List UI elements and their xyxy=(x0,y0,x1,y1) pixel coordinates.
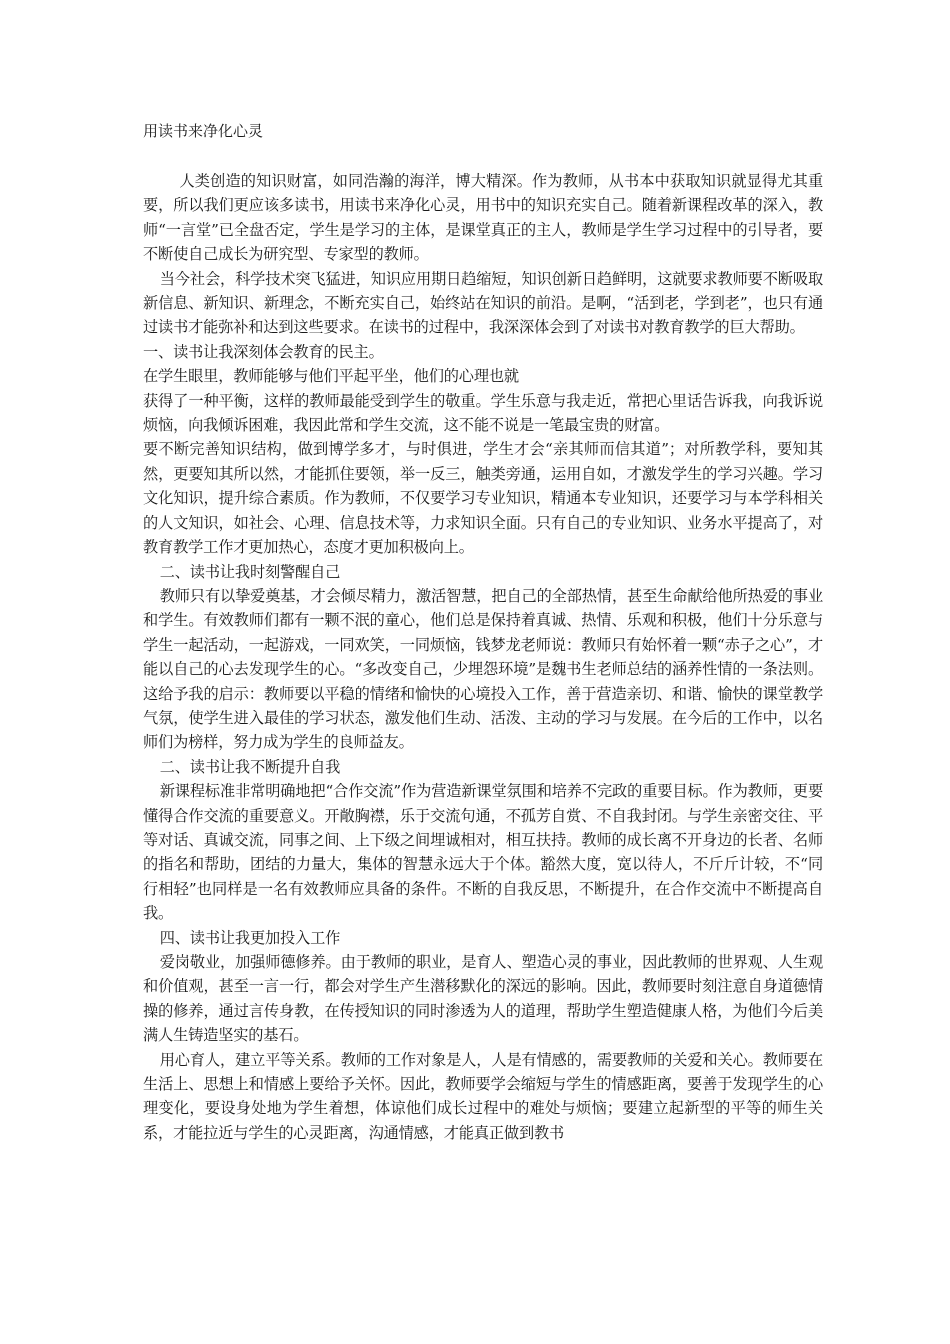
paragraph: 获得了一种平衡，这样的教师最能受到学生的敬重。学生乐意与我走近，常把心里话告诉我，向我诉说烦恼，向我倾诉困难，我因此常和学生交流，这不能不说是一笔最宝贵的财富。 xyxy=(143,391,823,435)
paragraph: 爱岗敬业，加强师德修养。由于教师的职业，是育人、塑造心灵的事业，因此教师的世界观、人生观和价值观，甚至一言一行，都会对学生产生潜移默化的深远的影响。因此，教师要时刻注意自身道德情操的修养，通过言传身教，在传授知识的同时渗透为人的道理，帮助学生塑造健康人格，为他们今后美满人生铸造坚实的基石。 xyxy=(143,953,823,1045)
paragraph: 一、读书让我深刻体会教育的民主。 xyxy=(143,342,384,361)
paragraph: 四、读书让我更加投入工作 xyxy=(159,928,341,947)
paragraph: 在学生眼里，教师能够与他们平起平坐，他们的心理也就 xyxy=(143,367,519,386)
paragraph: 当今社会，科学技术突飞猛进，知识应用期日趋缩短，知识创新日趋鲜明，这就要求教师要不断吸取新信息、新知识、新理念，不断充实自己，始终站在知识的前沿。是啊，“活到老，学到老”，也只有通过读书才能弥补和达到这些要求。在读书的过程中，我深深体会到了对读书对教育教学的巨大帮助。 xyxy=(143,269,823,337)
document-body xyxy=(143,169,823,1145)
paragraph: 要不断完善知识结构，做到博学多才，与时俱进，学生才会“亲其师而信其道”；对所教学科，要知其然，更要知其所以然，才能抓住要领，举一反三，触类旁通，运用自如，才激发学生的学习兴趣。学习文化知识，提升综合素质。作为教师，不仅要学习专业知识，精通本专业知识，还要学习与本学科相关的人文知识，如社会、心理、信息技术等，力求知识全面。只有自己的专业知识、业务水平提高了，对教育教学工作才更加热心，态度才更加积极向上。 xyxy=(143,440,823,557)
paragraph: 教师只有以挚爱奠基，才会倾尽精力，激活智慧，把自己的全部热情，甚至生命献给他所热爱的事业和学生。有效教师们都有一颗不泯的童心，他们总是保持着真诚、热情、乐观和积极，他们十分乐意与学生一起活动，一起游戏，一同欢笑，一同烦恼，钱梦龙老师说：教师只有始怀着一颗“赤子之心”，才能以自己的心去发现学生的心。“多改变自己，少埋怨环境”是魏书生老师总结的涵养性情的一条法则。这给予我的启示：教师要以平稳的情绪和愉快的心境投入工作，善于营造亲切、和谐、愉快的课堂教学气氛，使学生进入最佳的学习状态，激发他们生动、活泼、主动的学习与发展。在今后的工作中，以名师们为榜样，努力成为学生的良师益友。 xyxy=(143,586,823,752)
paragraph: 新课程标准非常明确地把“合作交流”作为营造新课堂氛围和培养不完政的重要目标。作为教师，更要懂得合作交流的重要意义。开敞胸襟，乐于交流句通，不孤芳自赏、不自我封闭。与学生亲密交往、平等对话、真诚交流，同事之间、上下级之间埋诚相对，相互扶持。教师的成长离不开身边的长者、名师的指名和帮助，团结的力量大，集体的智慧永远大于个体。豁然大度，宽以待人，不斤斤计较，不“同行相轻”也同样是一名有效教师应具备的条件。不断的自我反思，不断提升，在合作交流中不断提高自我。 xyxy=(143,782,823,923)
paragraph: 二、读书让我不断提升自我 xyxy=(159,757,341,776)
paragraph: 人类创造的知识财富，如同浩瀚的海洋，博大精深。作为教师，从书本中获取知识就显得尤其重要，所以我们更应该多读书，用读书来净化心灵，用书中的知识充实自己。随着新课程改革的深入，教师“一言堂”已全盘否定，学生是学习的主体，是课堂真正的主人，教师是学生学习过程中的引导者，要不断使自己成长为研究型、专家型的教师。 xyxy=(143,172,823,264)
paragraph: 用心育人，建立平等关系。教师的工作对象是人，人是有情感的，需要教师的关爱和关心。教师要在生活上、思想上和情感上要给予关怀。因此，教师要学会缩短与学生的情感距离，要善于发现学生的心理变化，要设身处地为学生着想，体谅他们成长过程中的难处与烦恼；要建立起新型的平等的师生关系，才能拉近与学生的心灵距离，沟通情感，才能真正做到教书 xyxy=(143,1050,823,1142)
document-page xyxy=(143,120,823,1145)
document-title: 用读书来净化心灵 xyxy=(143,122,264,140)
paragraph: 二、读书让我时刻警醒自己 xyxy=(159,562,341,581)
